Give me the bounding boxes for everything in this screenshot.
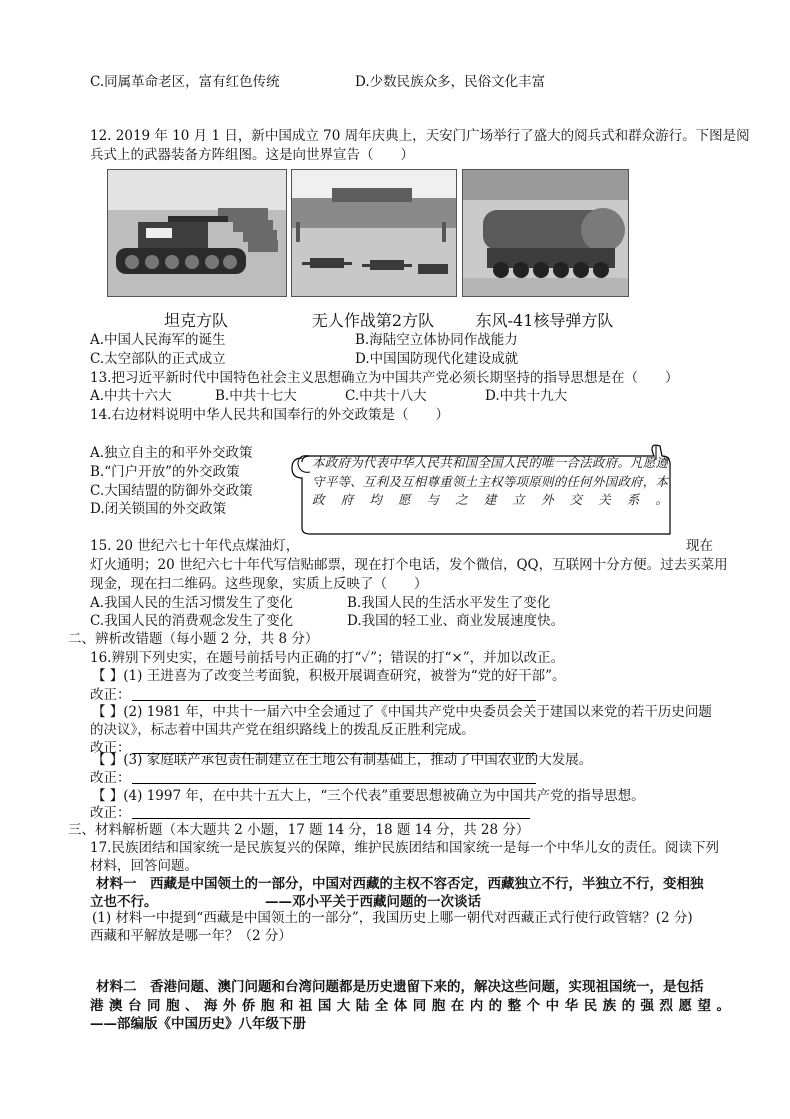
q16-item3-correction-label: 改正： <box>90 770 131 786</box>
q12-stem-line1: 12. 2019 年 10 月 1 日，新中国成立 70 周年庆典上，天安门广场举行了盛大的阅兵式和群众游行。下图是阅 <box>90 128 750 144</box>
caption-missile: 东风-41核导弹方队 <box>475 311 614 330</box>
q16-item2-correction-label: 改正： <box>90 740 131 756</box>
q16-item2-line2: 的决议》，标志着中国共产党在组织路线上的拨乱反正胜利完成。 <box>90 722 475 738</box>
q14-option-d: D.闭关锁国的外交政策 <box>90 501 227 517</box>
q13-stem: 13.把习近平新时代中国特色社会主义思想确立为中国共产党必须长期坚持的指导思想是在（ ） <box>90 370 679 386</box>
q15-option-b: B.我国人民的生活水平发生了变化 <box>347 595 551 611</box>
caption-drone: 无人作战第2方队 <box>311 311 435 330</box>
section3-title: 三、材料解析题（本大题共 2 小题，17 题 14 分，18 题 14 分，共 28 分） <box>68 822 530 838</box>
q15-line3: 现金，现在扫二维码。这些现象，实质上反映了（ ） <box>90 576 428 592</box>
q16-item3: 【 】(3) 家庭联产承包责任制建立在土地公有制基础上，推动了中国农业的大发展。 <box>92 752 593 768</box>
q12-option-a: A.中国人民海军的诞生 <box>90 332 226 348</box>
q15-line1-right: 现在 <box>686 538 713 554</box>
q16-item1: 【 】(1) 王进喜为了改变兰考面貌，积极开展调查研究，被誉为“党的好干部”。 <box>92 668 566 684</box>
material2-source: ——部编版《中国历史》八年级下册 <box>90 1016 306 1032</box>
q15-option-d: D.我国的轻工业、商业发展速度快。 <box>347 613 565 629</box>
q12-option-c: C.太空部队的正式成立 <box>90 351 226 367</box>
material2-line1: 材料二 香港问题、澳门问题和台湾问题都是历史遗留下来的，解决这些问题，实现祖国统一，是包括 <box>96 979 704 995</box>
q14-option-b: B.“门户开放”的外交政策 <box>90 464 240 480</box>
q17-sub1-line2: 西藏和平解放是哪一年？（2 分） <box>90 928 292 944</box>
scroll-text: 本政府为代表中华人民共和国全国人民的唯一合法政府。凡愿遵守平等、互利及互相尊重领土主权等项原则的任何外国政府，本政府均愿与之建立外交关系。 <box>312 455 668 507</box>
q17-line1: 17.民族团结和国家统一是民族复兴的保障，维护民族团结和国家统一是每一个中华儿女的责任。阅读下列 <box>90 840 719 856</box>
q16-item2-line1: 【 】(2) 1981 年，中共十一届六中全会通过了《中国共产党中央委员会关于建国以来党的若干历史问题 <box>92 704 712 720</box>
q17-line2: 材料，回答问题。 <box>90 858 198 874</box>
q13-option-d: D.中共十九大 <box>485 388 568 404</box>
q16-item1-correction-label: 改正： <box>90 687 131 703</box>
q15-line2: 灯火通明；20 世纪六七十年代写信贴邮票，现在打个电话，发个微信，QQ，互联网十分方便。过去买菜用 <box>90 557 728 573</box>
q11-option-d: D.少数民族众多，民俗文化丰富 <box>355 74 546 90</box>
q14-stem: 14.右边材料说明中华人民共和国奉行的外交政策是（ ） <box>90 407 449 423</box>
material1-source: ——邓小平关于西藏问题的一次谈话 <box>265 894 481 910</box>
section2-title: 二、辨析改错题（每小题 2 分，共 8 分） <box>68 631 319 647</box>
q16-stem: 16.辨别下列史实，在题号前括号内正确的打“✓”；错误的打“×”，并加以改正。 <box>90 650 565 666</box>
drone-photo <box>291 169 457 297</box>
q16-item1-answer-line[interactable] <box>132 700 536 701</box>
q12-stem-line2: 兵式上的武器装备方阵组图。这是向世界宣告（ ） <box>90 147 414 163</box>
caption-tank: 坦克方队 <box>163 311 228 330</box>
q14-option-a: A.独立自主的和平外交政策 <box>90 445 253 461</box>
q13-option-c: C.中共十八大 <box>345 388 427 404</box>
q12-option-d: D.中国国防现代化建设成就 <box>355 351 519 367</box>
q11-option-c: C.同属革命老区，富有红色传统 <box>90 74 280 90</box>
material2-line2: 港澳台同胞、海外侨胞和祖国大陆全体同胞在内的整个中华民族的强烈愿望。 <box>90 998 730 1014</box>
missile-photo <box>462 169 629 297</box>
q16-item4-answer-line[interactable] <box>132 818 530 819</box>
q16-item3-answer-line[interactable] <box>132 783 536 784</box>
q16-item4-correction-label: 改正： <box>90 805 131 821</box>
q13-option-a: A.中共十六大 <box>90 388 172 404</box>
q12-option-b: B.海陆空立体协同作战能力 <box>355 332 518 348</box>
q14-option-c: C.大国结盟的防御外交政策 <box>90 483 253 499</box>
q15-option-a: A.我国人民的生活习惯发生了变化 <box>90 595 294 611</box>
q15-line1-left: 15. 20 世纪六七十年代点煤油灯， <box>90 538 300 554</box>
material1-line1: 材料一 西藏是中国领土的一部分，中国对西藏的主权不容否定，西藏独立不行，半独立不行，变相独 <box>96 876 704 892</box>
material1-line2-left: 立也不行。 <box>90 894 158 910</box>
tank-photo <box>107 169 287 297</box>
q17-sub1-line1: (1) 材料一中提到“西藏是中国领土的一部分”，我国历史上哪一朝代对西藏正式行使行政管辖？(2 分) <box>92 910 693 926</box>
q13-option-b: B.中共十七大 <box>215 388 297 404</box>
q15-option-c: C.我国人民的消费观念发生了变化 <box>90 613 294 629</box>
q16-item4: 【 】(4) 1997 年，在中共十五大上，“三个代表”重要思想被确立为中国共产党的指导思想。 <box>92 788 645 804</box>
